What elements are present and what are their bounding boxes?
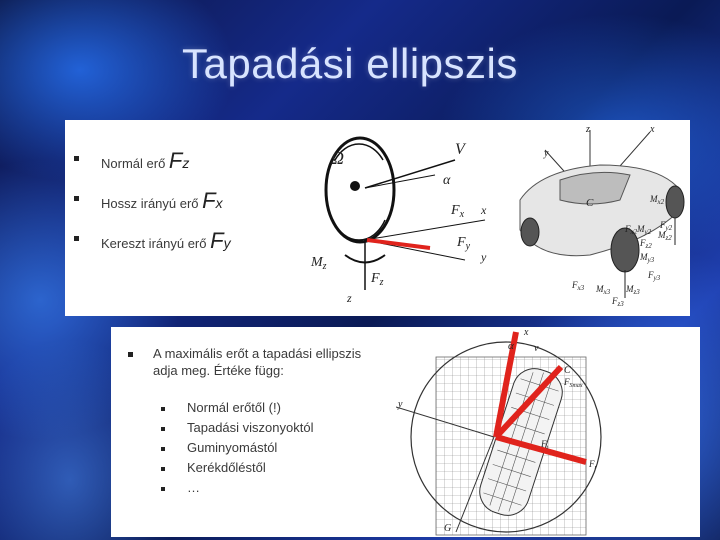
fy2-subscript: y2 — [665, 224, 673, 232]
dependency-list — [111, 327, 401, 537]
fx-subscript: x — [459, 209, 465, 220]
c-label: C — [564, 365, 571, 376]
bullet-marker — [128, 352, 133, 357]
item-camber: Kerékdőléstől — [187, 460, 266, 475]
fy3-subscript: y3 — [653, 274, 661, 282]
my3-subscript: y3 — [647, 256, 655, 264]
my3-label — [639, 252, 655, 264]
sub-bullet-marker — [161, 467, 165, 471]
fz-symbol: F — [371, 271, 380, 286]
omega-label: Ω — [331, 148, 345, 168]
mz-label — [310, 255, 327, 272]
fy-label — [456, 235, 471, 252]
fy-subscript: y — [465, 241, 471, 252]
fx-label — [450, 203, 465, 220]
car-force-diagram — [500, 120, 688, 316]
fy3-label — [647, 270, 661, 282]
fz3-label — [611, 296, 624, 308]
car-z-label: z — [586, 124, 590, 135]
f-r-label — [588, 459, 598, 471]
sub-bullet-marker — [161, 447, 165, 451]
force-definitions-panel — [65, 120, 690, 316]
mx3-label — [595, 284, 611, 296]
car-rear-wheel — [666, 186, 684, 218]
car-c-label: C — [586, 197, 594, 209]
y-label: y — [398, 399, 403, 410]
force-symbol: F — [202, 188, 216, 213]
f-t-subscript: t — [546, 445, 549, 451]
fz-label — [370, 271, 384, 288]
bullet-marker — [74, 156, 79, 161]
force-subscript: z — [182, 155, 190, 171]
fz2-subscript: z2 — [645, 242, 652, 250]
car-left-wheel — [521, 218, 539, 246]
force-subscript: y — [223, 235, 231, 251]
mz3-subscript: z3 — [633, 288, 640, 296]
my2-subscript: y2 — [644, 228, 652, 236]
mx3-subscript: x3 — [603, 288, 611, 296]
force-subscript: x — [215, 195, 223, 211]
fx2-subscript: x2 — [630, 228, 638, 236]
fy-symbol: F — [457, 235, 466, 250]
intro-text: A maximális erőt a tapadási ellipszis adja meg. Értéke függ: — [153, 346, 362, 378]
my3-symbol: M — [640, 252, 648, 262]
sub-bullet-marker — [161, 407, 165, 411]
fz3-symbol: F — [612, 296, 618, 306]
force-symbol: F — [168, 148, 183, 173]
v-label: v — [534, 343, 539, 354]
fx3-symbol: F — [572, 280, 578, 290]
z-axis-label: z — [347, 291, 352, 305]
item-adhesion: Tapadási viszonyoktól — [187, 420, 314, 435]
item-ellipsis: … — [187, 480, 200, 495]
fx3-label — [571, 280, 585, 292]
force-symbol: F — [210, 228, 224, 253]
car-y-label: y — [544, 148, 549, 159]
car-windshield — [560, 172, 630, 204]
f-smax-subscript: Smax — [569, 383, 583, 389]
bullet-marker — [74, 196, 79, 201]
fz3-subscript: z3 — [617, 300, 624, 308]
wheel-force-diagram — [305, 120, 505, 316]
f-smax-symbol: F — [564, 377, 570, 387]
sub-bullet-marker — [161, 427, 165, 431]
rotation-arrow-2 — [333, 220, 385, 240]
mz-symbol: M — [311, 255, 323, 270]
alpha-label: α — [443, 173, 451, 188]
bullet-text: Hossz irányú erő — [101, 196, 199, 211]
fx2-symbol: F — [625, 224, 631, 234]
bullet-text: Kereszt irányú erő — [101, 236, 207, 251]
item-normal-force: Normál erőtől (!) — [187, 400, 281, 415]
mx2-symbol: M — [650, 194, 658, 204]
x-label: x — [524, 327, 529, 338]
g-label: G — [444, 523, 452, 534]
fy3-symbol: F — [648, 270, 654, 280]
v-label: V — [455, 141, 465, 158]
fz2-symbol: F — [640, 238, 646, 248]
bullet-marker — [74, 236, 79, 241]
mx3-symbol: M — [596, 284, 604, 294]
item-tire-pressure: Guminyomástól — [187, 440, 278, 455]
mz2-symbol: M — [658, 230, 666, 240]
alpha-label: α — [508, 340, 514, 352]
mz3-label — [625, 284, 640, 296]
bullet-text: Normál erő — [101, 156, 166, 171]
y-axis-label: y — [481, 250, 487, 264]
f-r-subscript: r — [594, 465, 597, 471]
friction-ellipse-panel — [111, 327, 700, 537]
my2-symbol: M — [637, 224, 645, 234]
sub-bullet-marker — [161, 487, 165, 491]
slide-title: Tapadási ellipszis — [182, 40, 518, 87]
mz-subscript: z — [322, 261, 327, 272]
bullet-lateral-force — [101, 228, 231, 254]
bullet-longitudinal-force — [101, 188, 223, 214]
x-axis-label: x — [481, 203, 487, 217]
fz2-label — [639, 238, 652, 250]
fx3-subscript: x3 — [577, 284, 585, 292]
f-r-symbol: F — [589, 459, 595, 469]
friction-ellipse-diagram — [396, 327, 700, 537]
wheel-hub — [350, 181, 360, 191]
mz2-subscript: z2 — [665, 234, 672, 242]
mx2-subscript: x2 — [657, 198, 665, 206]
fx-symbol: F — [451, 203, 460, 218]
car-x-label: x — [650, 124, 655, 135]
bullet-normal-force — [101, 148, 189, 174]
fz-subscript: z — [379, 277, 384, 288]
velocity-arrow — [365, 160, 455, 188]
force-bullet-list — [65, 120, 305, 316]
mz3-symbol: M — [626, 284, 634, 294]
f-t-symbol: F — [541, 439, 547, 449]
fy2-symbol: F — [660, 220, 666, 230]
